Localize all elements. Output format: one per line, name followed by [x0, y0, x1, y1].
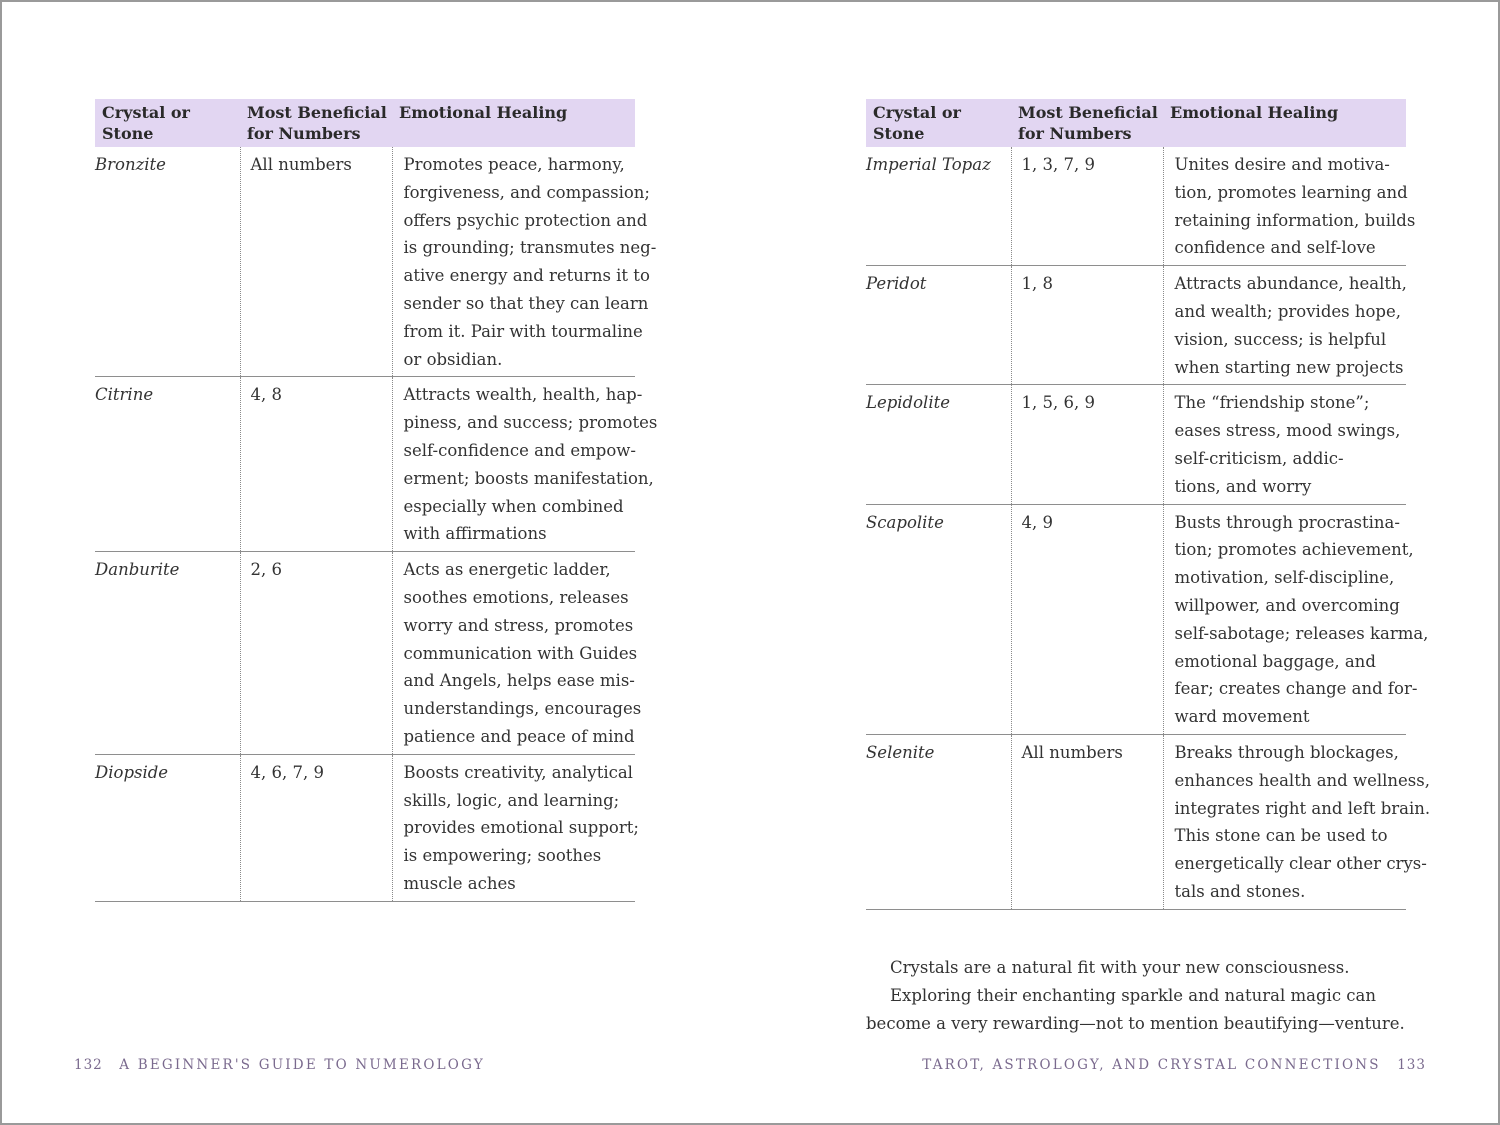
emotional-healing: Unites desire and motiva- tion, promotes learning and retaining information, builds confidence and self-love — [1163, 147, 1406, 266]
beneficial-numbers: 1, 5, 6, 9 — [1011, 385, 1163, 504]
crystal-name: Scapolite — [866, 504, 1011, 734]
closing-paragraphs — [866, 954, 1426, 1037]
running-title: TAROT, ASTROLOGY, AND CRYSTAL CONNECTIONS — [922, 1057, 1381, 1073]
crystal-name: Bronzite — [95, 147, 240, 377]
running-title: A BEGINNER'S GUIDE TO NUMEROLOGY — [119, 1057, 485, 1073]
beneficial-numbers: 4, 6, 7, 9 — [240, 754, 392, 901]
crystal-name: Selenite — [866, 734, 1011, 909]
header-crystal: Crystal or Stone — [95, 99, 240, 147]
beneficial-numbers: All numbers — [240, 147, 392, 377]
table-row — [95, 147, 635, 377]
header-crystal: Crystal or Stone — [866, 99, 1011, 147]
table-row — [866, 147, 1406, 266]
header-numbers: Most Beneficial for Numbers — [240, 99, 392, 147]
table-header-row — [95, 99, 635, 147]
table-row — [866, 734, 1406, 909]
beneficial-numbers: 1, 3, 7, 9 — [1011, 147, 1163, 266]
crystal-name: Danburite — [95, 552, 240, 755]
footer-right — [922, 1057, 1436, 1073]
table-row — [866, 385, 1406, 504]
closing-paragraph: Exploring their enchanting sparkle and natural magic can become a very rewarding—not to mention beautifying—venture. — [866, 985, 1405, 1033]
closing-paragraph: Crystals are a natural fit with your new consciousness. — [890, 958, 1350, 977]
crystal-name: Citrine — [95, 377, 240, 552]
emotional-healing: The “friendship stone”; eases stress, mood swings, self-criticism, addic- tions, and worry — [1163, 385, 1406, 504]
emotional-healing: Boosts creativity, analytical skills, logic, and learning; provides emotional support; is empowering; soothes muscle aches — [392, 754, 635, 901]
emotional-healing: Breaks through blockages, enhances health and wellness, integrates right and left brain. This stone can be used to energetically clear other crys- tals and stones. — [1163, 734, 1406, 909]
crystal-name: Lepidolite — [866, 385, 1011, 504]
table-row — [95, 754, 635, 901]
table-row — [866, 266, 1406, 385]
beneficial-numbers: 2, 6 — [240, 552, 392, 755]
table-body-right — [866, 147, 1431, 909]
table-row — [95, 377, 635, 552]
page-number: 132 — [74, 1057, 103, 1073]
beneficial-numbers: 1, 8 — [1011, 266, 1163, 385]
emotional-healing: Promotes peace, harmony, forgiveness, and compassion; offers psychic protection and is grounding; transmutes neg- ative energy and returns it to sender so that they can learn from it. Pair with tourmaline or obsidian. — [392, 147, 635, 377]
beneficial-numbers: 4, 9 — [1011, 504, 1163, 734]
beneficial-numbers: 4, 8 — [240, 377, 392, 552]
beneficial-numbers: All numbers — [1011, 734, 1163, 909]
crystal-name: Diopside — [95, 754, 240, 901]
crystal-name: Imperial Topaz — [866, 147, 1011, 266]
emotional-healing: Acts as energetic ladder, soothes emotions, releases worry and stress, promotes communication with Guides and Angels, helps ease mis- understandings, encourages patience and peace of mind — [392, 552, 635, 755]
right-page — [750, 2, 1498, 1123]
emotional-healing: Attracts wealth, health, hap- piness, and success; promotes self-confidence and empow- erment; boosts manifestation, especially when combined with affirmations — [392, 377, 635, 552]
header-numbers: Most Beneficial for Numbers — [1011, 99, 1163, 147]
crystal-table-right — [866, 99, 1431, 910]
emotional-healing: Busts through procrastina- tion; promotes achievement, motivation, self-discipline, willpower, and overcoming self-sabotage; releases karma, emotional baggage, and fear; creates change and for- ward movement — [1163, 504, 1406, 734]
page-number: 133 — [1397, 1057, 1426, 1073]
crystal-table-left — [95, 99, 658, 902]
table-row — [95, 552, 635, 755]
header-healing: Emotional Healing — [1163, 99, 1406, 147]
left-page — [2, 2, 750, 1123]
table-body-left — [95, 147, 658, 901]
footer-left — [64, 1057, 485, 1073]
table-row — [866, 504, 1406, 734]
table-header-row — [866, 99, 1406, 147]
crystal-name: Peridot — [866, 266, 1011, 385]
emotional-healing: Attracts abundance, health, and wealth; provides hope, vision, success; is helpful when starting new projects — [1163, 266, 1406, 385]
header-healing: Emotional Healing — [392, 99, 635, 147]
